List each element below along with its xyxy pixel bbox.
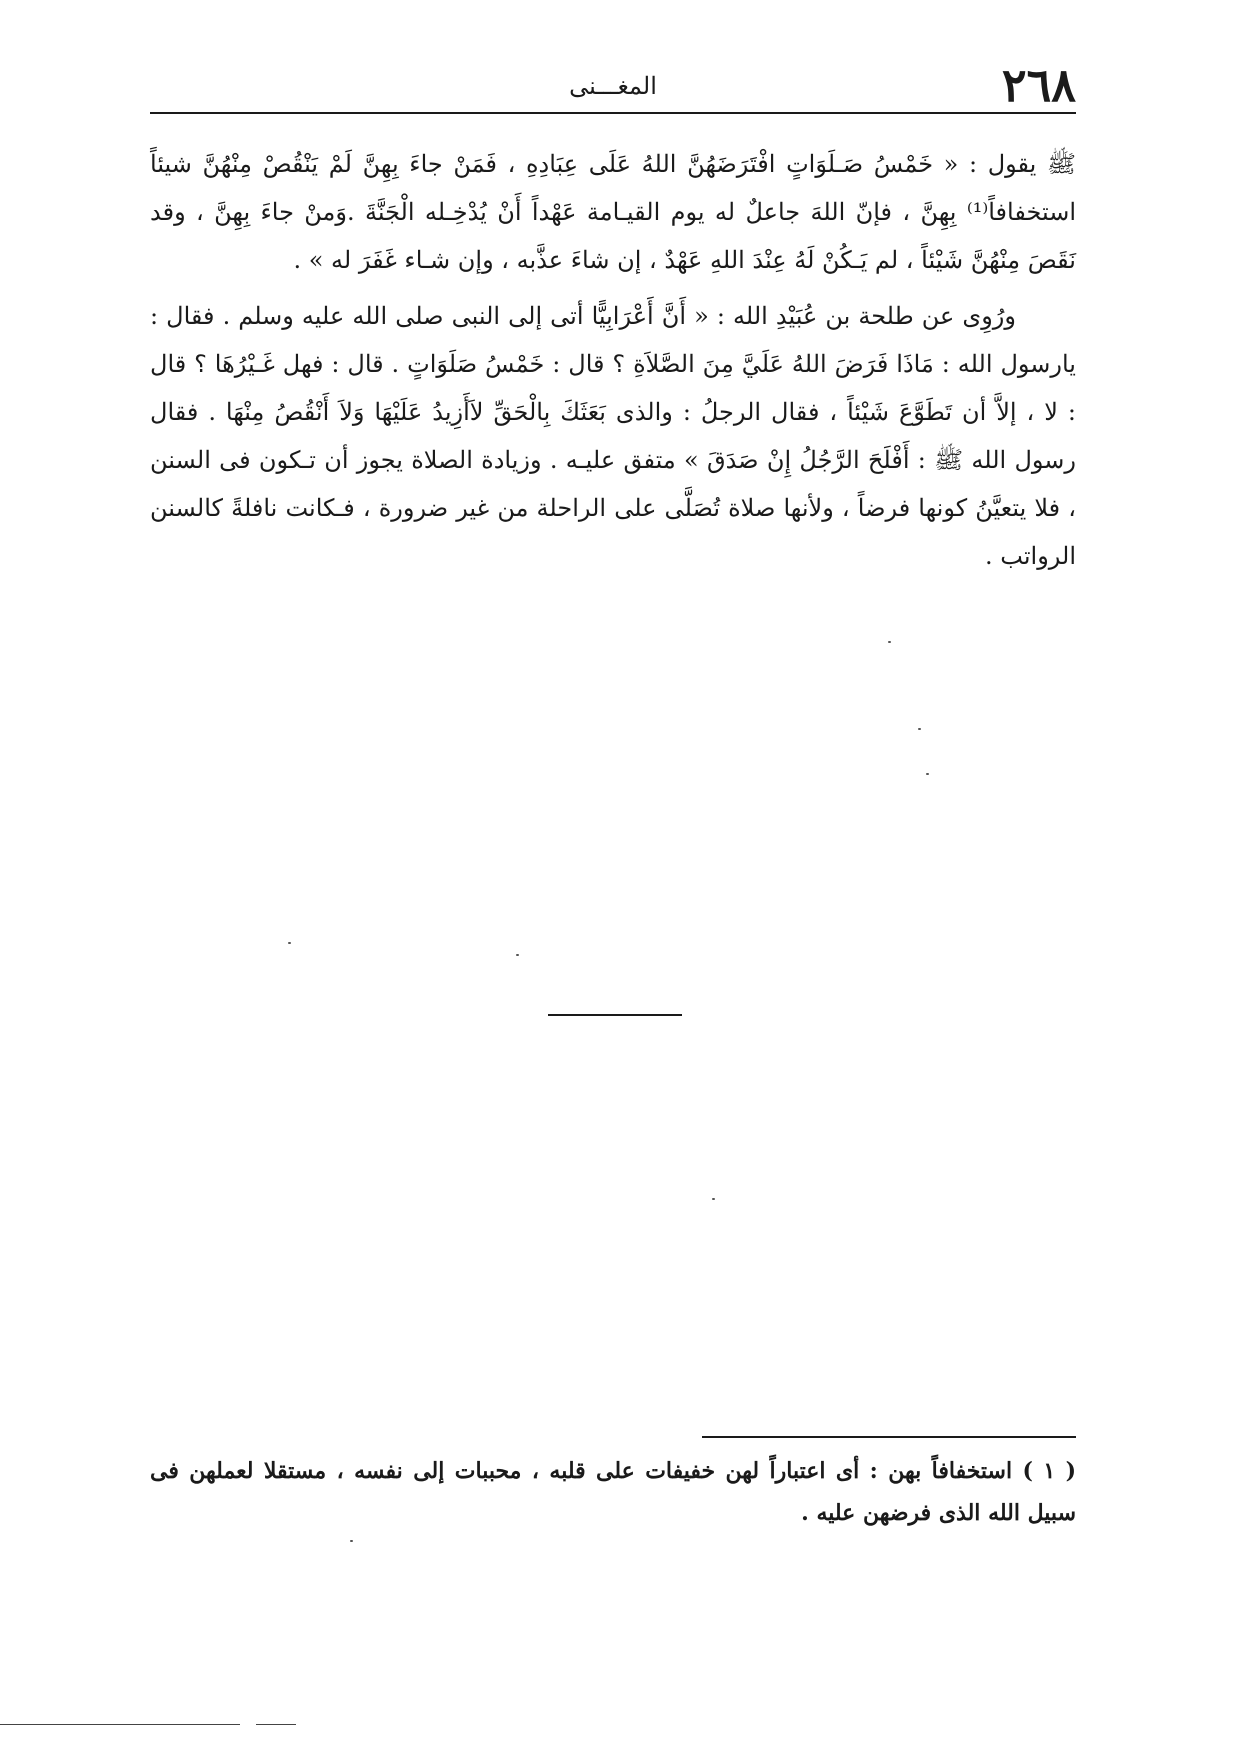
section-end-rule bbox=[548, 1014, 682, 1016]
scan-speck bbox=[516, 954, 519, 956]
scan-speck bbox=[288, 942, 291, 944]
paragraph-1: ﷺ يقول : « خَمْسُ صَـلَوَاتٍ افْتَرَضَهُنَّ اللهُ عَلَى عِبَادِهِ ، فَمَنْ جاءَ بِهِنَّ لَمْ يَنْقُصْ مِنْهُنَّ شيئاً استخفافاً⁽¹⁾ بِهِنَّ ، فإنّ اللهَ جاعلٌ له يوم القيـامة عَهْداً أَنْ يُدْخِـله الْجَنَّةَ .وَمنْ جاءَ بِهِنَّ ، وقد نَقَصَ مِنْهُنَّ شَيْئاً ، لم يَـكُنْ لَهُ عِنْدَ اللهِ عَهْدٌ ، إن شاءَ عذَّبه ، وإن شـاء غَفَرَ له » . bbox=[150, 150, 1076, 274]
footnote: ( ١ ) استخفافاً بهن : أى اعتباراً لهن خفيفات على قلبه ، محببات إلى نفسه ، مستقلا لعملهن فى سبيل الله الذى فرضهن عليه . bbox=[150, 1458, 1076, 1526]
scan-speck bbox=[918, 728, 921, 730]
page-header bbox=[150, 58, 1076, 112]
header-rule bbox=[150, 112, 1076, 114]
scan-edge-line bbox=[256, 1724, 296, 1725]
footnote-rule bbox=[702, 1436, 1076, 1438]
scan-speck bbox=[712, 1198, 715, 1200]
scan-speck bbox=[350, 1540, 353, 1542]
scan-speck bbox=[888, 641, 891, 643]
paragraph-2: ورُوِى عن طلحة بن عُبَيْدِ الله : « أَنَّ أَعْرَابِيًّا أتى إلى النبى صلى الله عليه وسلم . فقال : يارسول الله : مَاذَا فَرَضَ اللهُ عَلَيَّ مِنَ الصَّلاَةِ ؟ قال : خَمْسُ صَلَوَاتٍ . قال : فهل غَـيْرُهَا ؟ قال : لا ، إلاَّ أن تَطَوَّعَ شَيْئاً ، فقال الرجلُ : والذى بَعَثَكَ بِالْحَقِّ لاَأَزِيدُ عَلَيْهَا وَلاَ أَنْقُصُ مِنْهَا . فقال رسول الله ﷺ : أَفْلَحَ الرَّجُلُ إِنْ صَدَقَ » متفق عليـه . وزيادة الصلاة يجوز أن تـكون فى السنن ، فلا يتعيَّنُ كونها فرضاً ، ولأنها صلاة تُصَلَّى على الراحلة من غير ضرورة ، فـكانت نافلةً كالسنن الرواتب . bbox=[150, 302, 1077, 570]
running-title: المغـــنى bbox=[569, 72, 657, 100]
scan-edge-line bbox=[0, 1724, 240, 1725]
main-text bbox=[150, 140, 1076, 588]
scan-speck bbox=[926, 773, 929, 775]
page-number: ٢٦٨ bbox=[1001, 58, 1076, 112]
